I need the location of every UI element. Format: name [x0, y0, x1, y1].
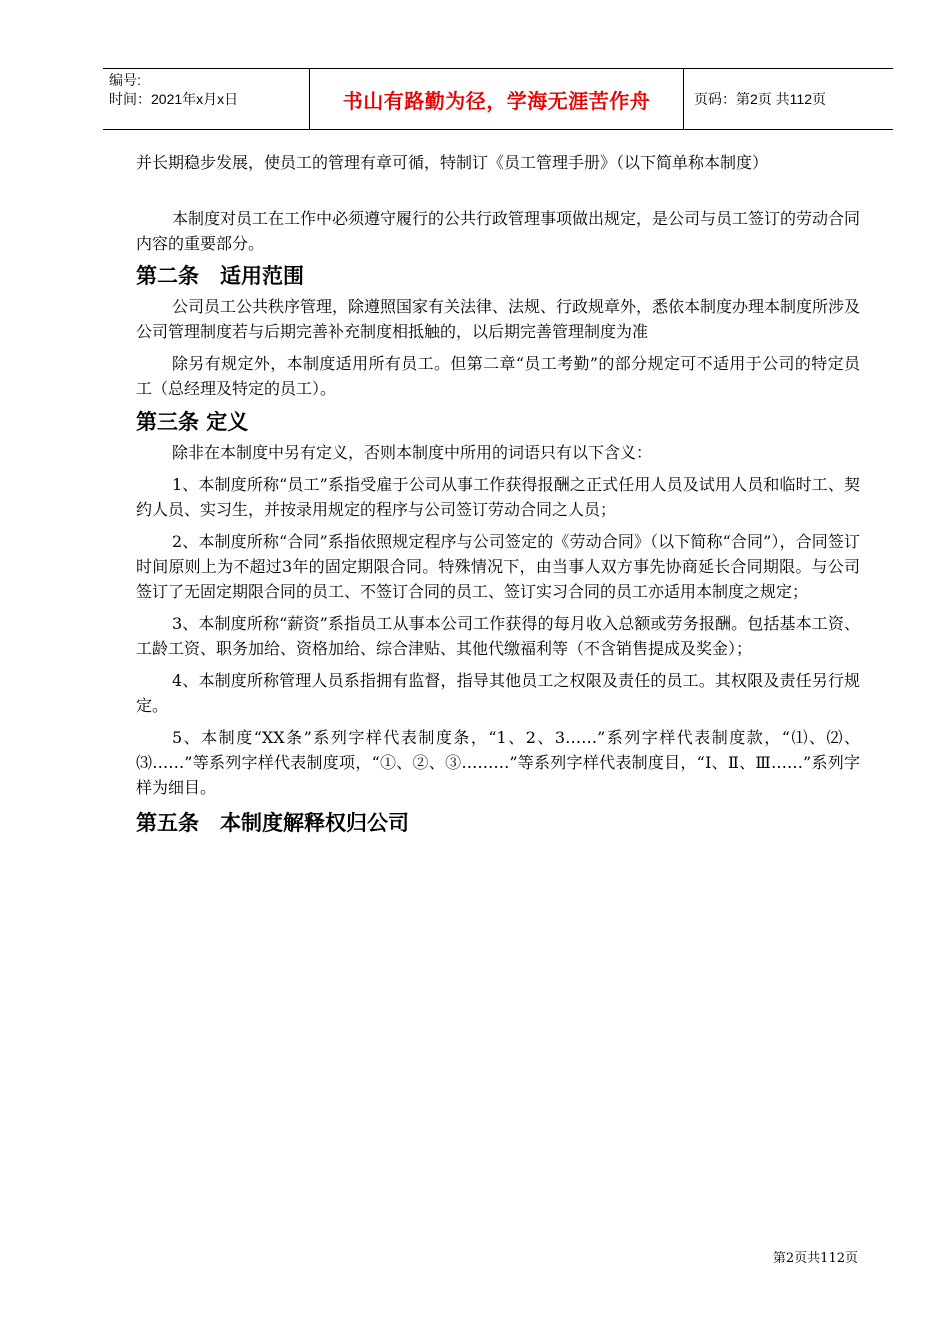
- document-body: [136, 150, 860, 838]
- section-heading-article-2: 第二条 适用范围: [136, 264, 304, 288]
- header-motto: 书山有路勤为径，学海无涯苦作舟: [310, 69, 684, 129]
- paragraph-scope-intro: 本制度对员工在工作中必须遵守履行的公共行政管理事项做出规定，是公司与员工签订的劳动合同内容的重要部分。: [136, 209, 861, 253]
- definition-salary: 3、本制度所称“薪资”系指员工从事本公司工作获得的每月收入总额或劳务报酬。包括基本工资、工龄工资、职务加给、资格加给、综合津贴、其他代缴福利等（不含销售提成及奖金）；: [136, 614, 860, 658]
- paragraph-applicability: 除另有规定外，本制度适用所有员工。但第二章“员工考勤”的部分规定可不适用于公司的特定员工（总经理及特定的员工）。: [136, 354, 860, 398]
- page-footer: 第2页共112页: [772, 1251, 858, 1266]
- paragraph-definitions-intro: 除非在本制度中另有定义，否则本制度中所用的词语只有以下含义：: [172, 443, 653, 462]
- header-meta: [103, 69, 310, 129]
- header-page-info: 页码：第2页 共112页: [694, 91, 826, 107]
- paragraph-public-order: 公司员工公共秩序管理，除遵照国家有关法律、法规、行政规章外，悉依本制度办理本制度所涉及公司管理制度若与后期完善补充制度相抵触的，以后期完善管理制度为准: [136, 297, 861, 341]
- document-number-label: 编号:: [109, 72, 141, 88]
- definition-numbering: 5、本制度“XX条”系列字样代表制度条，“1、2、3……”系列字样代表制度款，“⑴、⑵、⑶……”等系列字样代表制度项，“①、②、③………”等系列字样代表制度目，“Ⅰ、Ⅱ、Ⅲ……”系列字样为细目。: [136, 728, 860, 797]
- document-date: 时间：2021年x月x日: [109, 91, 239, 107]
- definition-employee: 1、本制度所称“员工”系指受雇于公司从事工作获得报酬之正式任用人员及试用人员和临时工、契约人员、实习生，并按录用规定的程序与公司签订劳动合同之人员；: [136, 475, 860, 519]
- definition-contract: 2、本制度所称“合同”系指依照规定程序与公司签定的《劳动合同》（以下简称“合同”），合同签订时间原则上为不超过3年的固定期限合同。特殊情况下，由当事人双方事先协商延长合同期限。与公司签订了无固定期限合同的员工、不签订合同的员工、签订实习合同的员工亦适用本制度之规定；: [136, 532, 860, 601]
- page-header: [103, 68, 893, 130]
- definition-managers: 4、本制度所称管理人员系指拥有监督，指导其他员工之权限及责任的员工。其权限及责任另行规定。: [136, 671, 860, 715]
- section-heading-article-3: 第三条 定义: [136, 410, 249, 434]
- paragraph-continuation: 并长期稳步发展，使员工的管理有章可循，特制订《员工管理手册》（以下简单称本制度）: [136, 153, 769, 172]
- section-heading-article-5: 第五条 本制度解释权归公司: [136, 811, 409, 835]
